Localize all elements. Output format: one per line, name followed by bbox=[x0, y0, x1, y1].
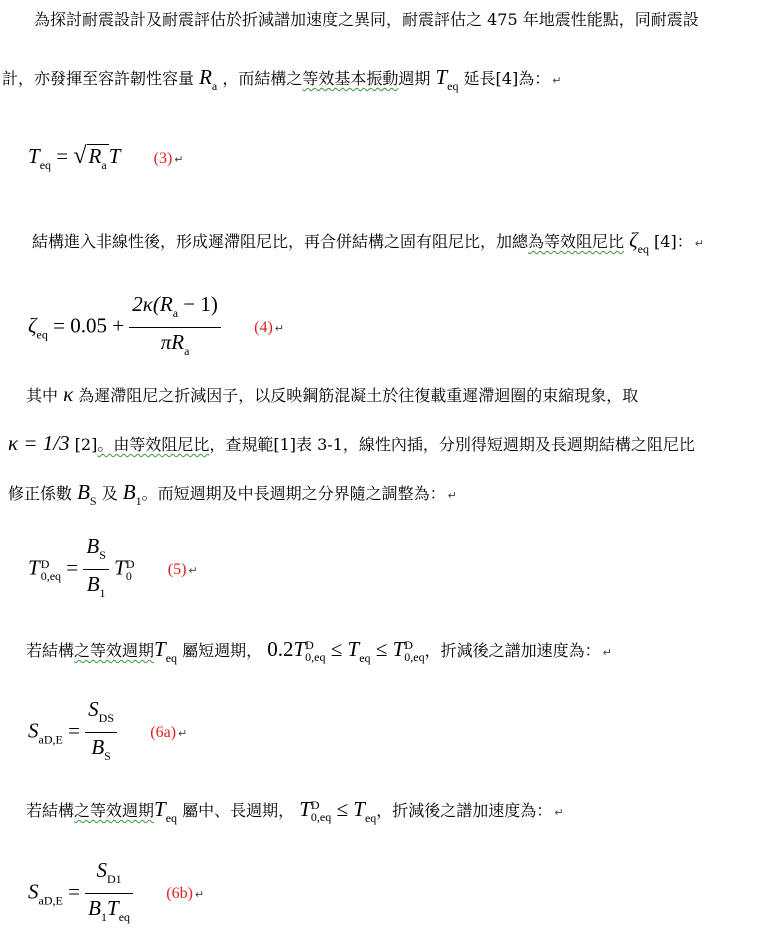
text: ，查規範[1]表 3-1，線性內插，分別得短週期及長週期結構之阻尼比 bbox=[209, 435, 695, 454]
paragraph-5 bbox=[26, 794, 564, 833]
subscript: 1 bbox=[99, 586, 106, 600]
text: 屬中、長週期， bbox=[177, 801, 295, 820]
paragraph-mark: ↵ bbox=[694, 237, 704, 250]
sup-sub-stack bbox=[126, 558, 135, 582]
subscript: aD,E bbox=[38, 893, 63, 908]
subscript: eq bbox=[447, 79, 459, 93]
text: 其中 bbox=[26, 386, 64, 405]
equation-6b bbox=[28, 858, 205, 924]
subscript: a bbox=[184, 344, 190, 358]
var: S bbox=[28, 718, 39, 743]
paragraph-3-line-1 bbox=[26, 384, 638, 406]
var: B bbox=[88, 896, 101, 920]
denominator bbox=[83, 570, 109, 605]
subscript: 0,eq bbox=[305, 650, 326, 665]
subscript: DS bbox=[98, 711, 115, 725]
reference: [2] bbox=[69, 435, 98, 454]
math-Bs bbox=[77, 480, 97, 508]
text: 若結構 bbox=[26, 641, 75, 660]
subscript: eq bbox=[39, 158, 52, 172]
superscript: D bbox=[305, 638, 314, 653]
var: T bbox=[347, 637, 360, 661]
text: 結構進入非線性後，形成遲滯阻尼比，再合併結構之固有阻尼比，加總 bbox=[32, 232, 529, 251]
subscript: a bbox=[211, 79, 218, 93]
var: T bbox=[435, 65, 448, 89]
text: [4]： bbox=[648, 232, 693, 251]
radicand bbox=[87, 144, 109, 176]
numerator bbox=[83, 534, 109, 570]
subscript: eq bbox=[359, 651, 371, 665]
text: 及 bbox=[96, 484, 123, 503]
wavy-underlined-text: 。由等效阻尼比 bbox=[97, 435, 210, 454]
num-prefix: 2κ( bbox=[132, 292, 160, 316]
paragraph-4 bbox=[26, 634, 612, 673]
text: 週期 bbox=[398, 69, 436, 88]
subscript: eq bbox=[36, 327, 48, 342]
subscript: eq bbox=[364, 811, 377, 825]
text: 屬短週期， bbox=[177, 641, 263, 660]
var: B bbox=[86, 534, 100, 558]
var: B bbox=[91, 735, 105, 759]
fraction bbox=[83, 534, 109, 605]
var: T bbox=[114, 555, 126, 580]
var: π bbox=[160, 330, 172, 354]
wavy-underlined-text: 之等效週期 bbox=[74, 641, 155, 660]
equation-number: (5) bbox=[167, 561, 187, 579]
subscript: eq bbox=[165, 811, 178, 825]
var: S bbox=[88, 697, 99, 721]
equals-sign: = bbox=[68, 718, 80, 743]
var: B bbox=[86, 572, 100, 596]
superscript: D bbox=[40, 556, 50, 571]
var: T bbox=[392, 637, 405, 661]
equals-sign: = bbox=[68, 879, 80, 904]
paragraph-mark: ↵ bbox=[194, 888, 205, 902]
subscript: a bbox=[172, 306, 179, 320]
text: 為遲滯阻尼之折減因子，以反映鋼筋混凝土於往復載重遲滯迴圈的束縮現象，取 bbox=[73, 386, 639, 405]
subscript: eq bbox=[637, 242, 649, 256]
superscript: D bbox=[404, 638, 413, 653]
paragraph-2 bbox=[32, 230, 704, 259]
var: T bbox=[28, 555, 40, 580]
text: ，而結構之 bbox=[217, 69, 303, 88]
superscript: D bbox=[310, 798, 320, 813]
var: T bbox=[299, 797, 311, 821]
equation-number: (6b) bbox=[166, 885, 193, 903]
wavy-underlined-text: 為等效阻尼比 bbox=[528, 232, 625, 251]
sup-sub-stack bbox=[404, 639, 424, 663]
paragraph-mark: ↵ bbox=[178, 727, 188, 741]
subscript: aD,E bbox=[38, 732, 63, 747]
numerator bbox=[129, 292, 221, 328]
superscript: D bbox=[125, 556, 135, 571]
var: T bbox=[154, 797, 166, 821]
subscript: 1 bbox=[135, 494, 142, 508]
var: T bbox=[107, 896, 119, 920]
var: S bbox=[96, 858, 107, 882]
wavy-underlined-text: 等效基本振動 bbox=[302, 69, 399, 88]
paragraph-mark: ↵ bbox=[554, 806, 564, 819]
var: R bbox=[171, 330, 185, 354]
sup-sub-stack bbox=[311, 799, 331, 823]
equation-6a bbox=[28, 697, 188, 763]
sup-sub-stack bbox=[41, 558, 61, 582]
math-kappa-value: κ = 1/3 bbox=[8, 431, 70, 455]
var: S bbox=[28, 879, 39, 904]
coefficient: 0.2 bbox=[267, 637, 294, 661]
paragraph-mark: ↵ bbox=[602, 646, 612, 659]
numerator bbox=[85, 858, 133, 894]
text: 延長[4]為： bbox=[458, 69, 551, 88]
var: T bbox=[293, 637, 306, 661]
paragraph-3-line-2 bbox=[8, 433, 695, 455]
var: R bbox=[199, 65, 212, 89]
subscript: S bbox=[99, 548, 106, 562]
math-Teq bbox=[154, 797, 178, 825]
math-kappa: κ bbox=[63, 382, 74, 406]
numerator bbox=[85, 697, 117, 733]
var: ζ bbox=[28, 313, 37, 338]
le-sign: ≤ bbox=[336, 797, 349, 821]
text: 修正係數 bbox=[8, 484, 78, 503]
paragraph-mark: ↵ bbox=[447, 489, 457, 502]
math-Teq bbox=[435, 65, 459, 93]
paragraph-mark: ↵ bbox=[188, 564, 198, 578]
subscript: 0,eq bbox=[310, 810, 332, 825]
fraction bbox=[85, 858, 133, 929]
equation-number: (3) bbox=[153, 150, 173, 167]
subscript: 0 bbox=[125, 568, 132, 583]
equation-5 bbox=[28, 534, 198, 600]
paragraph-1-line-2 bbox=[2, 67, 561, 96]
equation-4 bbox=[28, 292, 284, 358]
text: ，折減後之譜加速度為： bbox=[376, 801, 553, 820]
var: T bbox=[108, 144, 121, 168]
subscript: S bbox=[89, 494, 97, 508]
fraction bbox=[85, 697, 117, 768]
sup-sub-stack bbox=[305, 639, 325, 663]
inequality bbox=[299, 797, 377, 825]
le-sign: ≤ bbox=[375, 637, 388, 661]
paragraph-mark: ↵ bbox=[552, 74, 562, 87]
num-suffix: − 1) bbox=[178, 292, 218, 316]
radical-sign-icon: √ bbox=[73, 143, 87, 169]
equation-number: (4) bbox=[254, 319, 273, 337]
subscript: D1 bbox=[107, 872, 122, 886]
paragraph-mark: ↵ bbox=[174, 153, 184, 166]
equals-sign: = bbox=[56, 144, 69, 168]
equation-number: (6a) bbox=[150, 724, 177, 742]
denominator bbox=[129, 328, 221, 363]
var: ζ bbox=[629, 228, 638, 252]
wavy-underlined-text: 之等效週期 bbox=[74, 801, 155, 820]
equals-sign: = bbox=[53, 313, 65, 338]
equals-sign: = bbox=[66, 555, 79, 580]
math-zeta-eq bbox=[629, 228, 649, 256]
text: 計，亦發揮至容許韌性容量 bbox=[2, 69, 200, 88]
subscript: 0,eq bbox=[404, 650, 425, 665]
subscript: a bbox=[101, 158, 107, 172]
math-Teq bbox=[154, 637, 178, 665]
paragraph-1-line-1 bbox=[34, 10, 699, 30]
var: R bbox=[159, 292, 173, 316]
paragraph-mark: ↵ bbox=[274, 322, 284, 336]
var: B bbox=[122, 480, 136, 504]
math-B1 bbox=[122, 480, 142, 508]
text: 為探討耐震設計及耐震評估於折減譜加速度之異同，耐震評估之 475 年地震性能點，同耐震設 bbox=[34, 10, 699, 29]
subscript: eq bbox=[118, 910, 131, 924]
subscript: S bbox=[104, 749, 111, 763]
var: T bbox=[154, 637, 166, 661]
denominator bbox=[85, 733, 117, 768]
constant: 0.05 + bbox=[70, 313, 125, 338]
paragraph-3-line-3 bbox=[8, 482, 457, 511]
inequality bbox=[267, 637, 425, 665]
var: T bbox=[28, 144, 40, 168]
text: 。而短週期及中長週期之分界隨之調整為： bbox=[141, 484, 446, 503]
le-sign: ≤ bbox=[330, 637, 343, 661]
text: 若結構 bbox=[26, 801, 75, 820]
subscript: 0,eq bbox=[40, 568, 62, 583]
fraction bbox=[129, 292, 221, 363]
subscript: eq bbox=[165, 651, 178, 665]
math-Ra bbox=[199, 65, 218, 93]
text: ，折減後之譜加速度為： bbox=[424, 641, 601, 660]
subscript: 1 bbox=[101, 910, 107, 924]
var: B bbox=[77, 480, 90, 504]
var: T bbox=[353, 797, 365, 821]
var: R bbox=[88, 144, 102, 168]
equation-3 bbox=[28, 142, 184, 179]
denominator bbox=[85, 894, 133, 929]
